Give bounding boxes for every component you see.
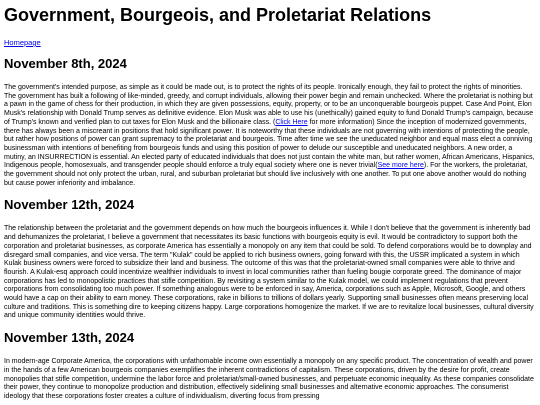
entry-text-2: for more information) Since the inception of modernized governments, there has always been a miscreant in positions that hold significant power. It is noteworthy that these individuals are not governing with intentions of protecting the people, but rather how positions of power can grant supremacy to the proletariat and bourgeois. Time after time we see the uneducated neighbor and equal mass elect a conniving businessman with intentions of benefiting from bourgeois funds and using this position of power to delude our susceptible and uneducated neighbors. A new order, a mutiny, an INSURRECTION is essential. An elected party of educated individuals that does not just contain the white man, but rather women, African Americans, Hispanics, Indigenous people, homosexuals, and transgender people should enforce a truly equal society where one is never trivial( xyxy=(4,118,535,170)
entry-body: In modern-age Corporate America, the corporations with unfathomable income own essentially a monopoly on any specific product. The concentration of wealth and power in the hands of a few American bourgeois companies exemplifies the inherent contradictions of capitalism. These corporations, driven by the desire for profit, create monopolies that stifle competition, undermine the labor force and proletariat/small-owned businesses, and perpetuate economic inequality. As these companies consolidate their power, they continue to monopolize production and distribution, effectively sidelining small businesses and alternative economic approaches. The consumerist ideology that these corporations foster creates a culture of individualism, diverting focus from pressing xyxy=(4,358,534,400)
entry-nov-8 xyxy=(4,56,536,188)
entry-nov-12 xyxy=(4,197,536,321)
homepage-link[interactable]: Homepage xyxy=(4,38,41,47)
entry-text-3: ). For the workers, the proletariat, the government should not only protect the urban, rural, and suburban proletariat but should live inclusively with one another. To put one above another would do nothing but cause power inferiority and imbalance. xyxy=(4,162,528,187)
click-here-link[interactable]: Click Here xyxy=(275,118,308,126)
entry-body: The relationship between the proletariat and the government depends on how much the bourgeois influences it. While I don't believe that the government is inherently bad and dehumanizes the proletariat, I believe a government that necessitates its basic functions with bourgeois equity is evil. It would be contradictory to support both the corporation and proletariat businesses, as corporate America has essentially a monopoly on any item that could be sold. To defend corporations would be to downplay and disregard small companies, and vice versa. The term "Kulak" could be applied to rich business owners, going forward with this, the USSR implicated a system in which Kulak business owners were forced to subsidize their land and business. The outcome of this was that the proletariat-owned small companies were able to thrive and flourish. A Kulak-esq approach could incentivize wealthier individuals to invest in local communities rather than fueling bougie corporate greed. The dominance of major corporations has led to monopolistic practices that stifle competition. By revisiting a system similar to the Kulak model, we could implement regulations that prevent corporations from consolidating too much power. If something analogous were to be enforced in say, America, corporations such as Apple, Microsoft, Google, and others would have a cap on their ability to earn money. These corporations, rake in billions to trillions of dollars yearly. Supporting small businesses often means preserving local culture and traditions. This is something dire to keeping citizens happy. Large corporations homogenize the market. If we are to revitalize local businesses, cultural diversity and unique community identities would thrive. xyxy=(4,225,534,320)
entry-date: November 8th, 2024 xyxy=(4,56,127,71)
entry-date: November 12th, 2024 xyxy=(4,197,135,213)
entry-body xyxy=(4,84,536,188)
entry-date: November 13th, 2024 xyxy=(4,330,135,346)
see-more-here-link[interactable]: See more here xyxy=(377,162,424,170)
page-title: Government, Bourgeois, and Proletariat Relations xyxy=(4,5,432,25)
entry-text-1: The government's intended purpose, as simple as it could be made out, is to protect the rights of its people. Ironically enough, they fail to protect the rights of minorities. The government has built a following of like-minded, greedy, and corrupt individuals, allowing their power begin and remain unchecked. Where the proletariat is nothing but a pawn in the game of chess for their production, in which they are given possessions, equity, property, or to be an unconquerable bourgeois puppet. Case And Point, Elon Musk's relationship with Donald Trump serves as definitive evidence. Elon Musk was able to use his (unethically) gained equity to fund Donald Trump's campaign, because of Trump's known and verified plan to cut taxes for Elon Musk and the billionaire class. ( xyxy=(4,84,534,126)
entry-nov-13 xyxy=(4,330,536,402)
